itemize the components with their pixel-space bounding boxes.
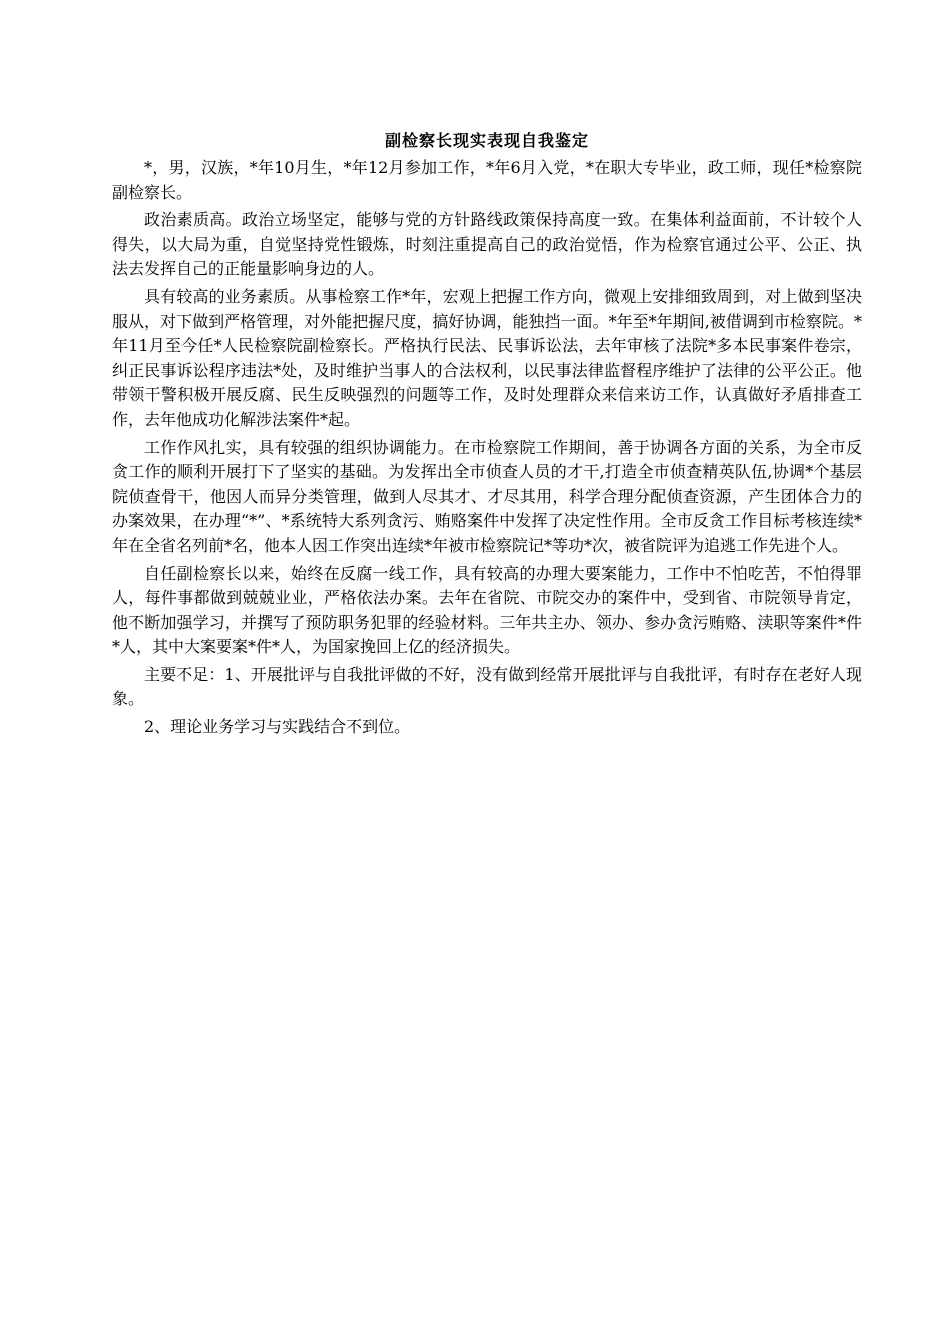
document-title: 副检察长现实表现自我鉴定 <box>384 131 589 150</box>
paragraph-professional-quality: 具有较高的业务素质。从事检察工作*年，宏观上把握工作方向，微观上安排细致周到，对上做到坚决服从，对下做到严格管理，对外能把握尺度，搞好协调，能独挡一面。*年至*年期间,被借调到市检察院。*年11月至今任*人民检察院副检察长。严格执行民法、民事诉讼法，去年审核了法院*多本民事案件卷宗，纠正民事诉讼程序违法*处，及时维护当事人的合法权利，以民事法律监督程序维护了法律的公平公正。他带领干警积极开展反腐、民生反映强烈的问题等工作，及时处理群众来信来访工作，认真做好矛盾排查工作，去年他成功化解涉法案件*起。 <box>112 286 862 429</box>
paragraph-work-style: 工作作风扎实，具有较强的组织协调能力。在市检察院工作期间，善于协调各方面的关系，为全市反贪工作的顺利开展打下了坚实的基础。为发挥出全市侦查人员的才干,打造全市侦查精英队伍,协调*个基层院侦查骨干，他因人而异分类管理，做到人尽其才、才尽其用，科学合理分配侦查资源，产生团体合力的办案效果，在办理“*”、*系统特大系列贪污、贿赂案件中发挥了决定性作用。全市反贪工作目标考核连续*年在全省名列前*名，他本人因工作突出连续*年被市检察院记*等功*次，被省院评为追逃工作先进个人。 <box>112 437 862 555</box>
paragraph-shortcoming-1: 主要不足：1、开展批评与自我批评做的不好，没有做到经常开展批评与自我批评，有时存在老好人现象。 <box>112 664 862 709</box>
paragraph-anti-corruption: 自任副检察长以来，始终在反腐一线工作，具有较高的办理大要案能力，工作中不怕吃苦，不怕得罪人，每件事都做到兢兢业业，严格依法办案。去年在省院、市院交办的案件中，受到省、市院领导肯定，他不断加强学习，并撰写了预防职务犯罪的经验材料。三年共主办、领办、参办贪污贿赂、渎职等案件*件*人，其中大案要案*件*人，为国家挽回上亿的经济损失。 <box>112 563 862 657</box>
document-body <box>112 128 862 743</box>
paragraph-shortcoming-2: 2、理论业务学习与实践结合不到位。 <box>144 717 411 737</box>
paragraph-personal-info: *，男，汉族，*年10月生，*年12月参加工作，*年6月入党，*在职大专毕业，政工师，现任*检察院副检察长。 <box>112 158 862 202</box>
paragraph-political-quality: 政治素质高。政治立场坚定，能够与党的方针路线政策保持高度一致。在集体利益面前，不计较个人得失，以大局为重，自觉坚持党性锻炼，时刻注重提高自己的政治觉悟，作为检察官通过公平、公正、执法去发挥自己的正能量影响身边的人。 <box>112 210 862 279</box>
